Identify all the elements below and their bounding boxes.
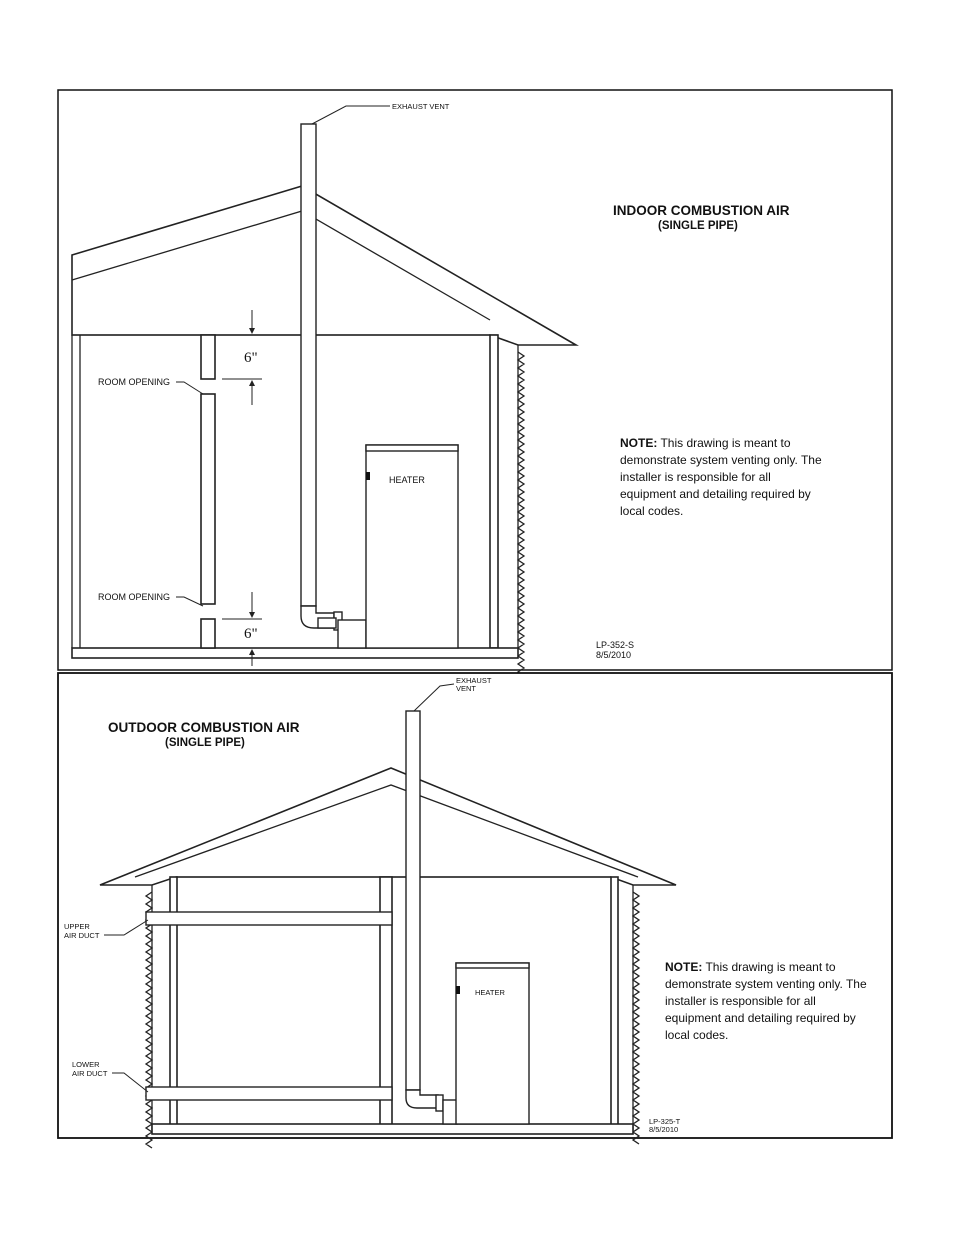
bottom-exhaust-label-line1: EXHAUST: [456, 676, 492, 685]
bottom-note: NOTE: This drawing is meant to demonstrate system venting only. The installer is responsible for all equipment and detailing required by local codes.: [665, 960, 867, 1042]
upper-air-duct-label-line1: UPPER: [64, 922, 90, 931]
top-room-opening-upper-label: ROOM OPENING: [98, 377, 171, 387]
top-title: INDOOR COMBUSTION AIR: [613, 203, 790, 218]
top-exhaust-label: EXHAUST VENT: [392, 102, 450, 111]
bottom-drawing-id: LP-325-T: [649, 1117, 681, 1126]
top-dim-upper: 6": [244, 350, 258, 366]
top-heater-label: HEATER: [389, 475, 425, 485]
bottom-title: OUTDOOR COMBUSTION AIR: [108, 720, 300, 735]
top-drawing-id: LP-352-S: [596, 640, 635, 650]
top-subtitle: (SINGLE PIPE): [658, 220, 738, 232]
top-drawing-date: 8/5/2010: [596, 650, 632, 660]
top-dim-lower: 6": [244, 626, 258, 642]
top-panel-frame: [58, 90, 892, 670]
top-note: NOTE: This drawing is meant to demonstrate system venting only. The installer is responsible for all equipment and detailing required by local codes.: [620, 436, 822, 518]
lower-air-duct-label-line1: LOWER: [72, 1060, 100, 1069]
outdoor-combustion-panel: [58, 673, 892, 1148]
bottom-exhaust-label-line2: VENT: [456, 684, 477, 693]
bottom-heater-label: HEATER: [475, 988, 505, 997]
lower-air-duct-label-line2: AIR DUCT: [72, 1069, 108, 1078]
upper-air-duct-label-line2: AIR DUCT: [64, 931, 100, 940]
indoor-combustion-panel: [58, 90, 892, 684]
bottom-drawing-date: 8/5/2010: [649, 1125, 679, 1134]
top-room-opening-lower-label: ROOM OPENING: [98, 592, 171, 602]
bottom-subtitle: (SINGLE PIPE): [165, 737, 245, 749]
